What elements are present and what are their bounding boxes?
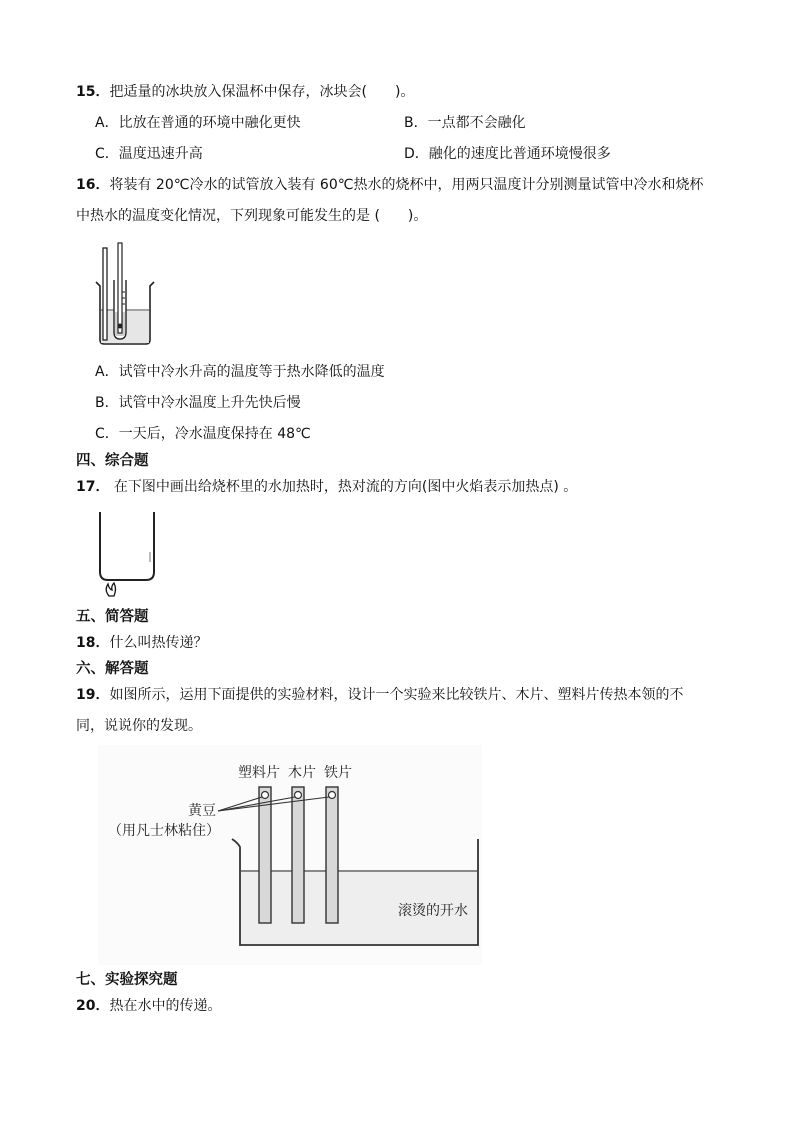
q15-number: 15．: [76, 84, 110, 100]
label-bean: 黄豆: [188, 803, 216, 819]
q20-number: 20．: [76, 998, 110, 1014]
q17-stem: [76, 477, 577, 497]
test-tube-thermometer: [118, 243, 122, 333]
q16-option-b: B．试管中冷水温度上升先快后慢: [95, 395, 301, 411]
q17-number: 17．: [76, 479, 110, 495]
q19-stem-line2: 同，说说你的发现。: [76, 718, 202, 734]
q19-number: 19．: [76, 687, 110, 703]
q15-option-a: A．比放在普通的环境中融化更快: [95, 115, 301, 131]
q16-text-line1: 将装有 20℃冷水的试管放入装有 60℃热水的烧杯中，用两只温度计分别测量试管中冷水和烧杯: [109, 177, 704, 193]
q15-option-b: B．一点都不会融化: [404, 115, 526, 131]
q15-text: 把适量的冰块放入保温杯中保存，冰块会( )。: [109, 84, 415, 100]
q18-stem: [76, 633, 207, 653]
beaker-outline: [100, 512, 154, 580]
q16-stem-line2: 中热水的温度变化情况，下列现象可能发生的是 ( )。: [76, 208, 428, 224]
q16-stem-line1: [76, 175, 703, 195]
bean-icon: [329, 792, 336, 799]
label-vaseline: （用凡士林粘住）: [108, 823, 220, 839]
beaker-thermometer: [103, 248, 107, 340]
flame-icon: [106, 583, 115, 596]
q18-number: 18．: [76, 635, 110, 651]
q17-text: 在下图中画出给烧杯里的水加热时，热对流的方向(图中火焰表示加热点) 。: [109, 479, 578, 495]
bean-icon: [262, 792, 269, 799]
q15-stem: [76, 82, 414, 102]
section-6-heading: 六、解答题: [76, 661, 149, 677]
section-7-heading: 七、实验探究题: [76, 972, 178, 988]
q20-text: 热在水中的传递。: [109, 998, 222, 1014]
q20-stem: [76, 996, 221, 1016]
label-wood: 木片: [288, 765, 316, 781]
q16-number: 16．: [76, 177, 110, 193]
label-plastic: 塑料片: [238, 765, 280, 781]
q19-stem-line1: [76, 685, 683, 705]
iron-strip: [326, 787, 338, 923]
plastic-strip: [259, 787, 271, 923]
thermometer-bulb: [118, 324, 123, 329]
label-boiling-water: 滚烫的开水: [398, 903, 468, 919]
bean-icon: [295, 792, 302, 799]
q16-option-c: C．一天后，冷水温度保持在 48℃: [95, 426, 311, 442]
section-4-heading: 四、综合题: [76, 453, 149, 469]
heat-conduction-figure: [98, 745, 482, 965]
beaker-test-tube-figure: [92, 240, 162, 348]
q15-option-d: D．融化的速度比普通环境慢很多: [404, 146, 611, 162]
q16-option-a: A．试管中冷水升高的温度等于热水降低的温度: [95, 364, 385, 380]
q18-text: 什么叫热传递？: [109, 635, 208, 651]
wood-strip: [292, 787, 304, 923]
q19-text-line1: 如图所示，运用下面提供的实验材料，设计一个实验来比较铁片、木片、塑料片传热本领的不: [109, 687, 684, 703]
q15-option-c: C．温度迅速升高: [95, 146, 203, 162]
label-iron: 铁片: [324, 765, 352, 781]
section-5-heading: 五、简答题: [76, 609, 149, 625]
empty-beaker-figure: [95, 510, 161, 600]
